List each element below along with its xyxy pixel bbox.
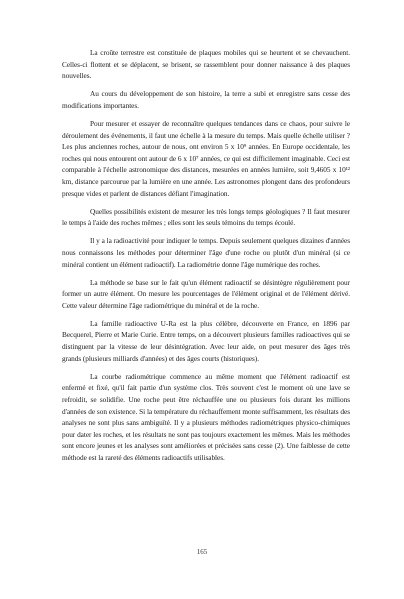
page-body	[62, 47, 350, 470]
paragraph-8: La courbe radiométrique commence au même moment que l'élément radioactif est enfermé et fixé, qu'il fait partie d'un système clos. Très souvent c'est le moment où une lave se refroidit, se solidifie. Une roche peut être réchauffée une ou plusieurs fois durant les millions d'années de son existence. Si la température du réchauffement monte suffisamment, les résultats des analyses ne sont plus sans ambiguïté. Il y a plusieurs méthodes radiométriques physico-chimiques pour dater les roches, et les résultats ne sont pas toujours exactement les mêmes. Mais les méthodes sont encore jeunes et les analyses sont améliorées et précisées sans cesse (2). Une faiblesse de cette méthode est la rareté des éléments radioactifs utilisables.	[62, 371, 350, 462]
page-number: 165	[196, 548, 208, 556]
paragraph-2: Au cours du développement de son histoire, la terre a subi et enregistre sans cesse des modifications importantes.	[62, 89, 350, 110]
paragraph-7: La famille radioactive U-Ra est la plus célèbre, découverte en France, en 1896 par Becquerel, Pierre et Marie Curie. Entre temps, on a découvert plusieurs familles radioactives qui se distinguent par la vitesse de leur désintégration. Avec leur aide, on peut mesurer des âges très grands (plusieurs milliards d'années) et des âges courts (historiques).	[62, 318, 350, 363]
paragraph-6: La méthode se base sur le fait qu'un élément radioactif se désintègre régulièrement pour former un autre élément. On mesure les pourcentages de l'élément original et de l'élément dérivé. Cette valeur détermine l'âge radiométrique du minéral et de la roche.	[62, 277, 350, 310]
paragraph-5: Il y a la radioactivité pour indiquer le temps. Depuis seulement quelques dizaines d'années nous connaissons les méthodes pour déterminer l'âge d'une roche ou plutôt d'un minéral (si ce minéral contient un élément radioactif). La radiométrie donne l'âge numérique des roches.	[62, 236, 350, 269]
paragraph-4: Quelles possibilités existent de mesurer les très longs temps géologiques ? Il faut mesurer le temps à l'aide des roches mêmes ; elles sont les seuls témoins du temps écoulé.	[62, 206, 350, 228]
paragraph-1: La croûte terrestre est constituée de plaques mobiles qui se heurtent et se chevauchent. Celles-ci flottent et se déplacent, se brisent, se rassemblent pour donner naissance à des plaques nouvelles.	[62, 48, 350, 81]
paragraph-3: Pour mesurer et essayer de reconnaître quelques tendances dans ce chaos, pour suivre le déroulement des événements, il faut une échelle à la mesure du temps. Mais quelle échelle utiliser ? Les plus anciennes roches, autour de nous, ont environ 5 x 10⁹ années. En Europe occidentale, les roches qui nous entourent ont autour de 6 x 10⁷ années, ce qui est difficilement imaginable. Ceci est comparable à l'échelle astronomique des distances, mesurées en années lumière, soit 9,4605 x 10¹² km, distance parcourue par la lumière en une année. Les astronomes plongent dans des profondeurs presque vides et parlent de distances défiant l'imagination.	[62, 118, 350, 198]
